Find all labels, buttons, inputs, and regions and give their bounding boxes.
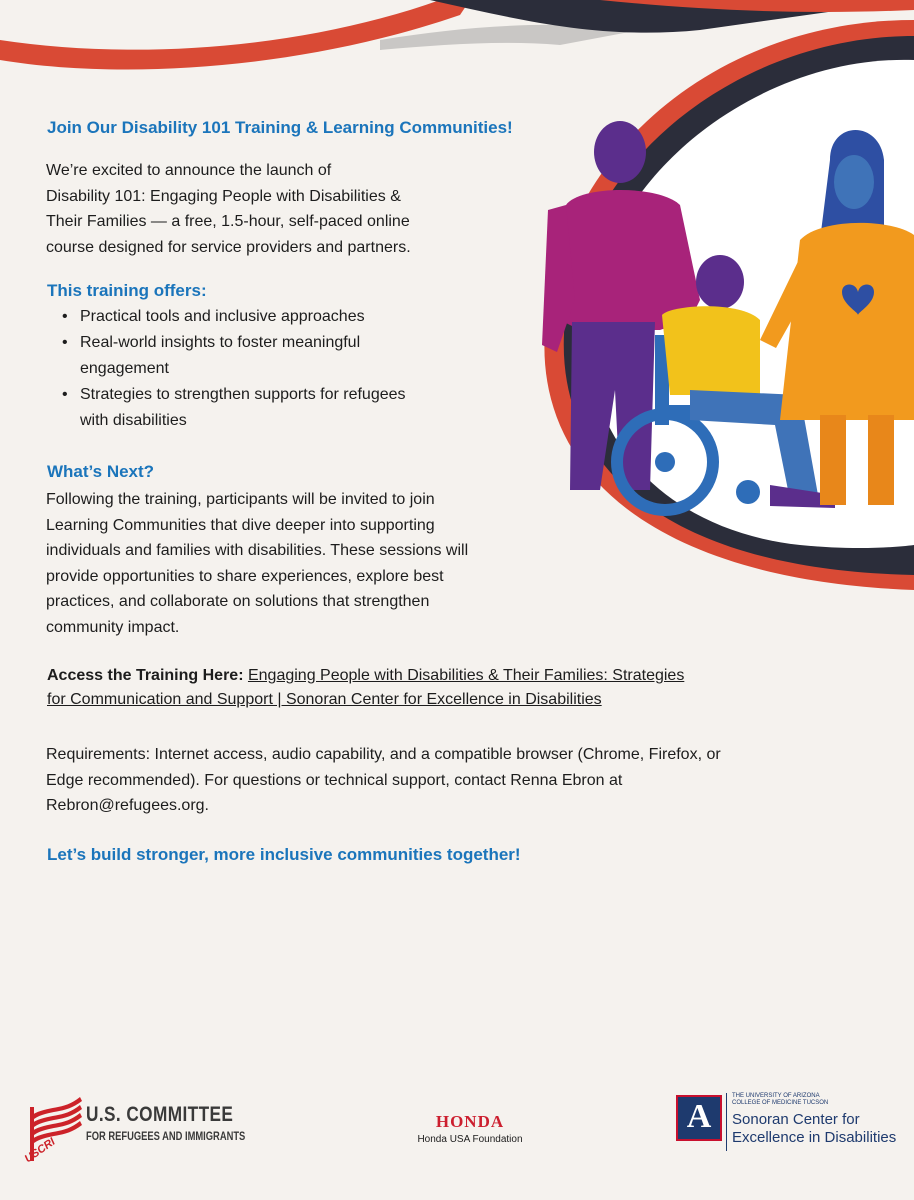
arizona-a-icon: A [676, 1095, 722, 1141]
wheelchair-caster [736, 480, 760, 504]
whats-next-paragraph: Following the training, participants will be invited to join Learning Communities that dive deeper into supporting individuals and families with disabilities. These sessions will provide opportunities to share experiences, explore best practices, and collaborate on solutions that strengthen community impact. [46, 491, 469, 636]
access-training [47, 664, 807, 712]
requirements-paragraph: Requirements: Internet access, audio capability, and a compatible browser (Chrome, Firefox, or Edge recommended). For questions or technical support, contact Renna Ebron at Rebron@refugees.org. [46, 746, 721, 814]
bullet-icon: • [62, 334, 68, 351]
intro-line: course designed for service providers and partners. [46, 238, 411, 256]
heading-whats-next: What’s Next? [47, 462, 155, 481]
intro-line: We’re excited to announce the launch of [46, 162, 332, 179]
adult-right-dress [780, 223, 914, 420]
closing-statement: Let’s build stronger, more inclusive communities together! [47, 845, 521, 864]
list-item: • Strategies to strengthen supports for refugees with disabilities [46, 382, 486, 434]
intro-paragraph [46, 158, 516, 260]
uscri-subtitle: FOR REFUGEES AND IMMIGRANTS [86, 1129, 246, 1143]
honda-logo [400, 1112, 540, 1152]
adult-right-leg-left [820, 415, 846, 505]
list-item: • Real-world insights to foster meaningful engagement [46, 330, 486, 382]
adult-right-leg-right [868, 415, 894, 505]
sonoran-center-name: Sonoran Center for Excellence in Disabilities [732, 1111, 897, 1146]
intro-line: Their Families — a free, 1.5-hour, self-paced online [46, 213, 410, 230]
logo-divider [726, 1093, 727, 1151]
offers-list [46, 304, 486, 434]
heading-offers: This training offers: [47, 281, 207, 300]
child-head [696, 255, 744, 309]
uscri-mark: USCRI [22, 1135, 58, 1165]
intro-line: Disability 101: Engaging People with Disabilities & [46, 187, 401, 205]
adult-right-face [834, 155, 874, 209]
honda-wordmark: HONDA [435, 1112, 505, 1131]
training-link[interactable]: Engaging People with Disabilities & Their Families: Strategies for Communication and Support | Sonoran Center for Excellence in Disabilities [47, 667, 685, 708]
child-shirt [662, 306, 760, 395]
wheelchair-hub [655, 452, 675, 472]
uscri-logo [18, 1085, 278, 1165]
heading-join: Join Our Disability 101 Training & Learning Communities! [47, 118, 513, 137]
uscri-name: U.S. COMMITTEE [86, 1103, 234, 1126]
access-label: Access the Training Here: [47, 667, 244, 684]
bullet-icon: • [62, 308, 68, 325]
ua-small-text: THE UNIVERSITY OF ARIZONA COLLEGE OF MEDICINE TUCSON [732, 1093, 829, 1106]
honda-foundation: Honda USA Foundation [417, 1134, 523, 1145]
bullet-icon: • [62, 386, 68, 403]
ua-sonoran-logo [676, 1093, 914, 1153]
list-item: • Practical tools and inclusive approaches [46, 304, 486, 330]
